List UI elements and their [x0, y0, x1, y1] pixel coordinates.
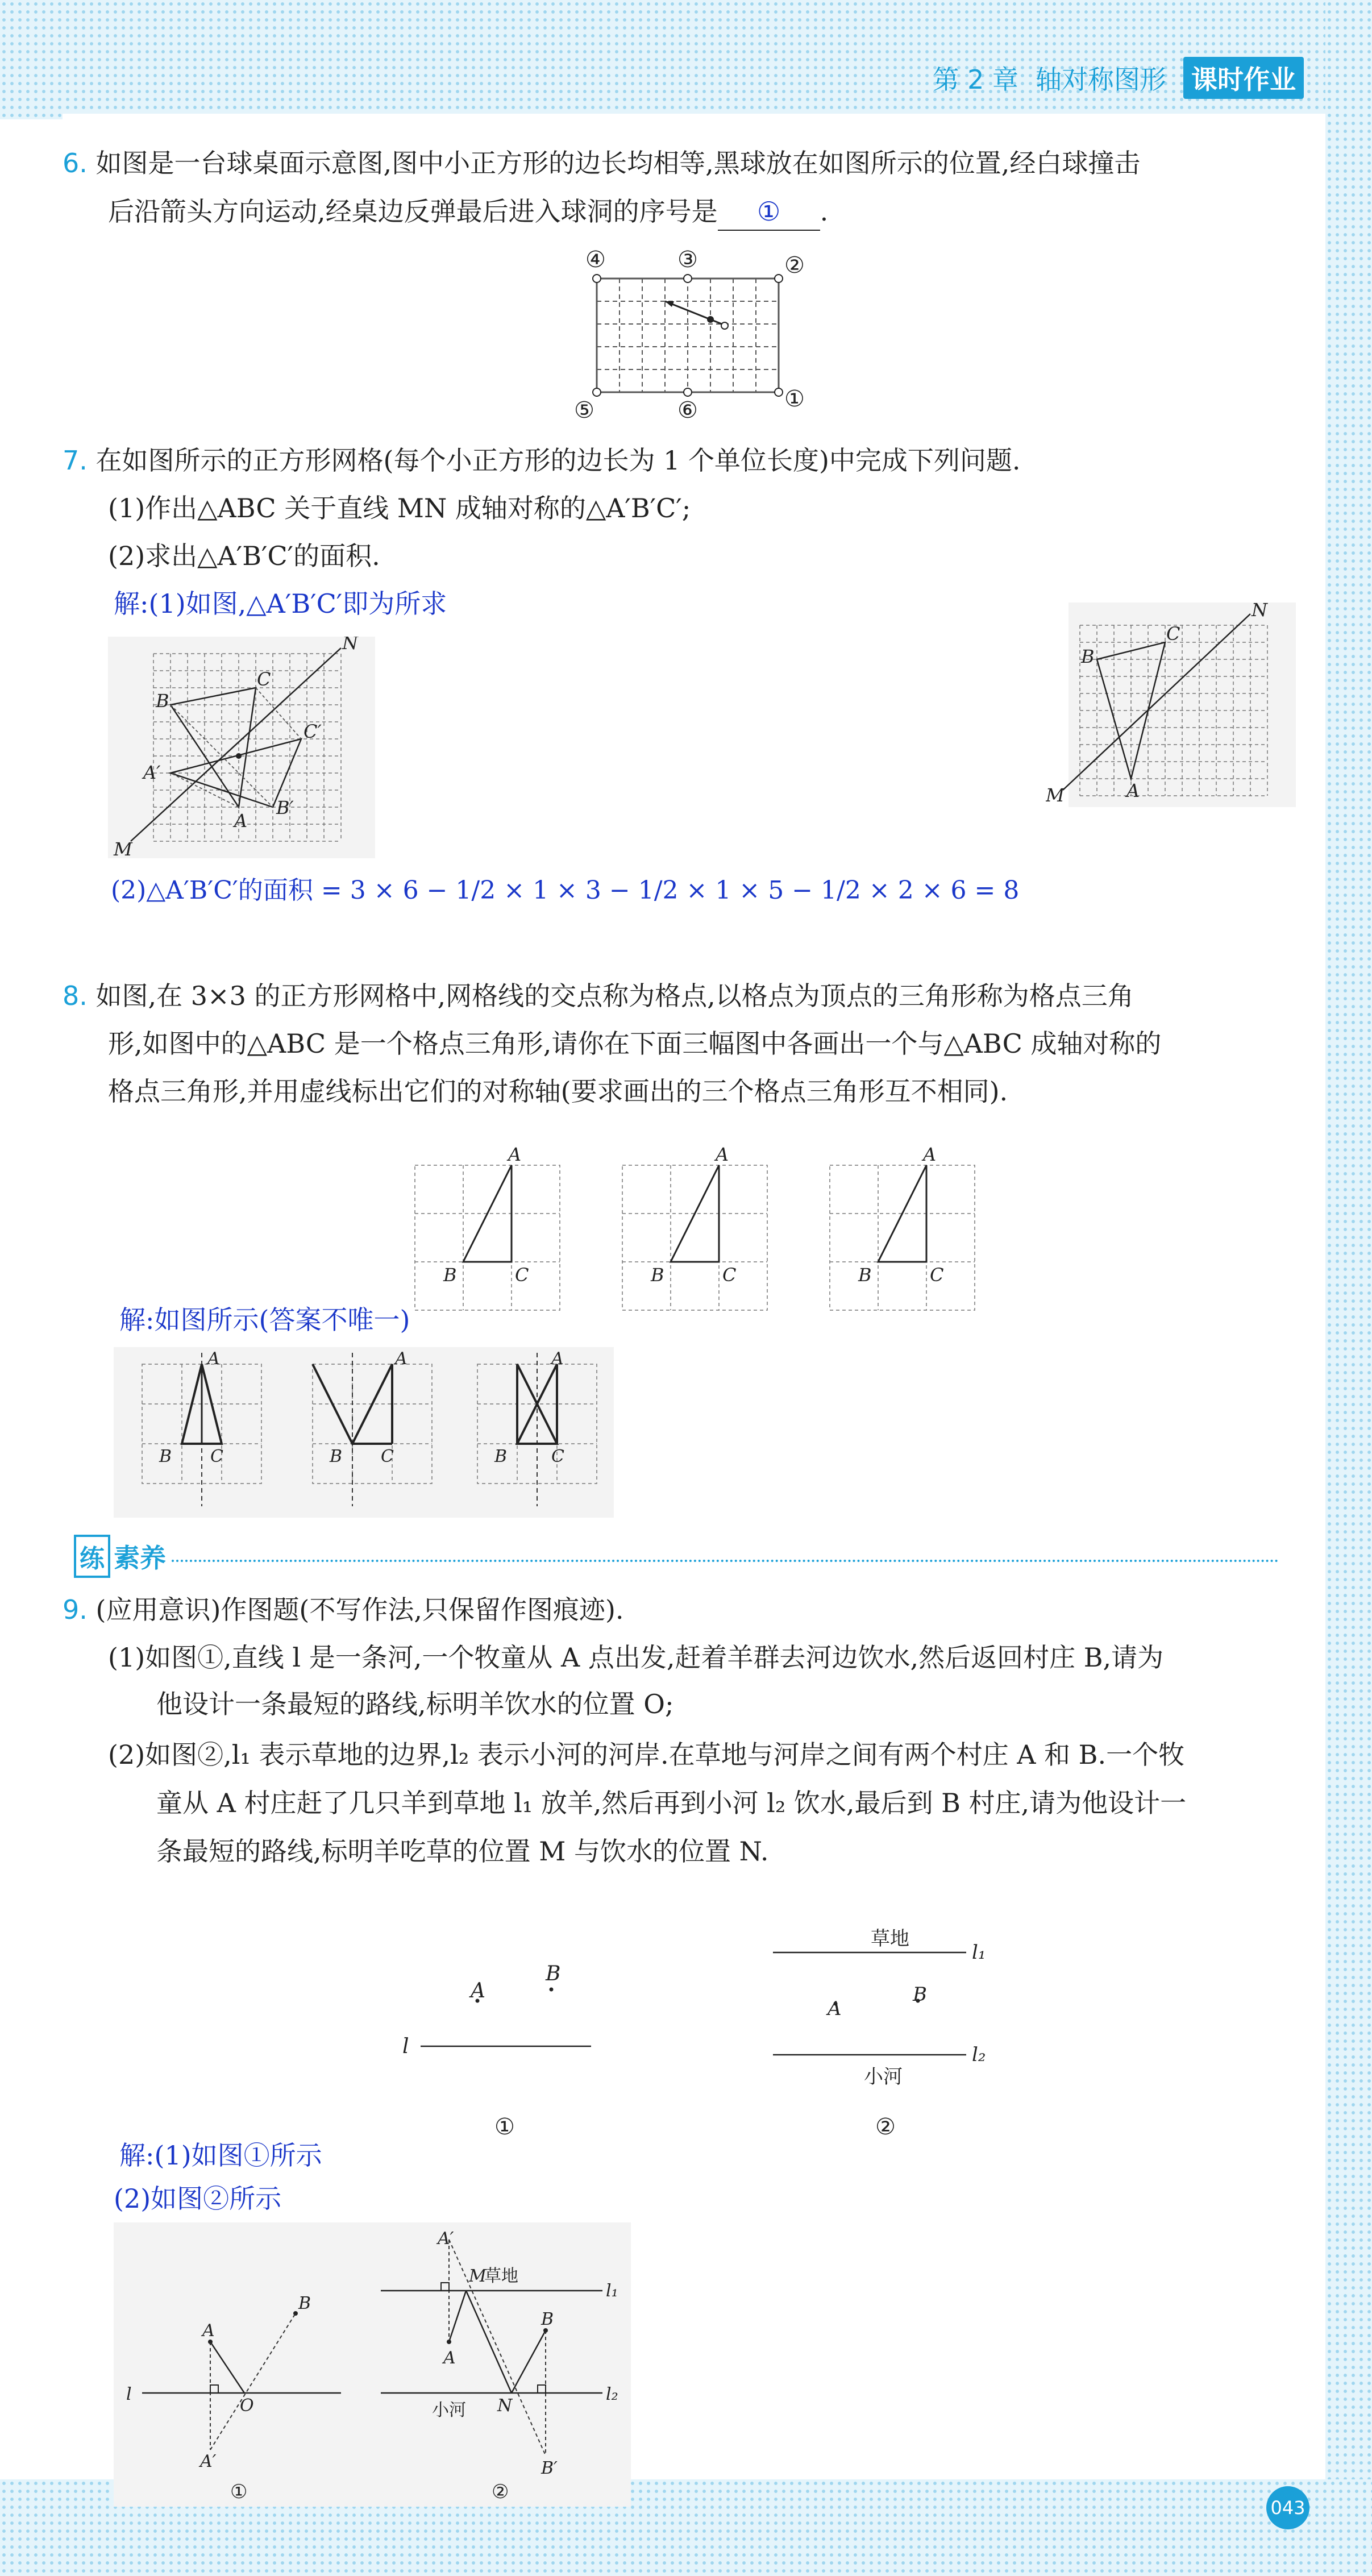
q9-text1: (应用意识)作图题(不写作法,只保留作图痕迹).	[95, 1594, 624, 1625]
hole-3: ③	[677, 247, 698, 273]
label-m: M	[114, 838, 132, 858]
black-ball	[707, 316, 714, 323]
ans2-label-a-prime: A′	[438, 2229, 454, 2249]
fig1-label-a: A	[471, 1979, 485, 2002]
g3-label-b: B	[858, 1264, 872, 1286]
q9-part1b: 他设计一条最短的路线,标明羊饮水的位置 O;	[156, 1689, 674, 1719]
label-b-prime: B′	[276, 797, 294, 818]
g2-label-b: B	[651, 1264, 664, 1286]
ans1-label-o: O	[240, 2396, 254, 2416]
given-label-c: C	[1166, 623, 1180, 645]
q9-part2a: (2)如图②,l₁ 表示草地的边界,l₂ 表示小河的河岸.在草地与河岸之间有两个村庄 A 和 B.一个牧	[108, 1739, 1185, 1770]
q6-number: 6.	[63, 148, 88, 178]
ans1-label-a-prime: A′	[200, 2452, 217, 2471]
q9-part2c: 条最短的路线,标明羊吃草的位置 M 与饮水的位置 N.	[156, 1836, 769, 1867]
q7-solution1: 解:(1)如图,△A′B′C′即为所求	[114, 588, 447, 619]
arrow-head	[665, 301, 674, 307]
q6-line1	[63, 145, 1140, 181]
triangle-abc	[171, 688, 256, 807]
a1-label-c: C	[210, 1447, 223, 1466]
label-n: N	[342, 637, 358, 654]
fig2-label-a: A	[828, 1997, 842, 2020]
fig2-label-b: B	[913, 1983, 927, 2006]
fig2-label-l1: l₁	[972, 1941, 986, 1964]
ans2-grass: 草地	[484, 2266, 518, 2286]
fig1-label-b: B	[546, 1962, 561, 1985]
g1-label-a: A	[508, 1144, 522, 1165]
fig1-caption: ①	[494, 2114, 515, 2140]
q7-answer-figure	[108, 637, 375, 858]
ans2-label-m: M	[469, 2266, 487, 2286]
answer-grid-1	[142, 1349, 261, 1506]
a2-label-a: A	[395, 1349, 408, 1369]
q7-solution2: (2)△A′B′C′的面积 = 3 × 6 − 1/2 × 1 × 3 − 1/2 × 1 × 5 − 1/2 × 2 × 6 = 8	[111, 876, 1020, 905]
q9-part1a: (1)如图①,直线 l 是一条河,一个牧童从 A 点出发,赶着羊群去河边饮水,然后返回村庄 B,请为	[108, 1642, 1164, 1673]
q8-number: 8.	[63, 980, 88, 1011]
q8-line3: 格点三角形,并用虚线标出它们的对称轴(要求画出的三个格点三角形互不相同).	[108, 1076, 1008, 1107]
ans1-caption: ①	[230, 2481, 248, 2503]
hole-6: ⑥	[677, 397, 698, 423]
section-tag: 练	[74, 1535, 110, 1578]
answer-grid-2	[313, 1349, 432, 1506]
given-line-mn	[1063, 614, 1250, 790]
q8-solution: 解:如图所示(答案不唯一)	[119, 1304, 410, 1335]
q6-line2	[108, 193, 828, 231]
fig2-label-l2: l₂	[972, 2043, 986, 2066]
given-label-m: M	[1046, 784, 1065, 806]
ans2-label-l1: l₁	[606, 2281, 618, 2301]
q7-given-figure	[1046, 597, 1296, 807]
ans2-label-a: A	[443, 2348, 456, 2368]
q8-text1: 如图,在 3×3 的正方形网格中,网格线的交点称为格点,以格点为顶点的三角形称为格点三角	[95, 980, 1134, 1011]
a1-label-b: B	[159, 1447, 172, 1466]
answer-grid-3	[477, 1349, 597, 1506]
q8-given-grids	[392, 1142, 1006, 1313]
q9-fig2	[773, 1927, 986, 2140]
ans2-label-b: B	[541, 2309, 554, 2329]
brand-logo: 课时作业	[1183, 57, 1304, 99]
chapter-label: 第 2 章	[933, 64, 1018, 95]
q7-line1	[63, 442, 1021, 479]
section-title: 素养	[114, 1543, 166, 1573]
q9-answer-figures	[114, 2222, 631, 2507]
q9-fig1	[402, 1962, 591, 2140]
label-b: B	[156, 690, 169, 712]
q8-line1	[63, 978, 1134, 1014]
hole-2: ②	[784, 252, 805, 279]
ans1-label-b: B	[298, 2294, 311, 2313]
ans2-label-b-prime: B′	[541, 2458, 558, 2478]
label-c-prime: C′	[303, 721, 322, 742]
a3-label-c: C	[551, 1447, 564, 1466]
q8-line2: 形,如图中的△ABC 是一个格点三角形,请你在下面三幅图中各画出一个与△ABC 成轴对称的	[108, 1028, 1162, 1059]
label-a: A	[234, 810, 248, 832]
g2-label-a: A	[716, 1144, 729, 1165]
given-label-n: N	[1252, 599, 1267, 621]
ans2-river: 小河	[432, 2400, 466, 2420]
q8-grid-2	[622, 1144, 767, 1310]
q8-grid-3	[830, 1144, 975, 1310]
q6-answer-blank: ①	[718, 193, 820, 231]
section-header	[74, 1535, 1279, 1578]
page-header	[933, 57, 1304, 99]
g2-label-c: C	[722, 1264, 737, 1286]
fig2-grass: 草地	[871, 1927, 909, 1950]
g1-label-b: B	[443, 1264, 457, 1286]
q6-billiard-figure	[568, 244, 818, 426]
ans2-caption: ②	[492, 2481, 509, 2503]
q9-answer-fig2	[381, 2229, 618, 2503]
label-c: C	[257, 668, 271, 690]
q6-text2: 后沿箭头方向运动,经桌边反弹最后进入球洞的序号是	[108, 196, 718, 227]
hole-4: ④	[585, 247, 606, 273]
a2-label-b: B	[330, 1447, 343, 1466]
g3-label-a: A	[923, 1144, 937, 1165]
q7-number: 7.	[63, 445, 88, 476]
fig2-caption: ②	[875, 2114, 896, 2140]
ans2-label-n: N	[497, 2396, 513, 2416]
q7-part2: (2)求出△A′B′C′的面积.	[108, 541, 380, 571]
fig2-river: 小河	[864, 2066, 903, 2088]
q6-text2-end: .	[820, 196, 829, 227]
q8-grid-1	[415, 1144, 560, 1310]
q9-answer-fig1	[126, 2294, 341, 2503]
ans1-label-a: A	[202, 2321, 215, 2341]
right-dot-band	[1325, 0, 1372, 2576]
q8-answer-figures	[114, 1347, 614, 1518]
g3-label-c: C	[930, 1264, 944, 1286]
ans2-label-l2: l₂	[606, 2384, 618, 2404]
a3-label-a: A	[551, 1349, 564, 1369]
hole-5: ⑤	[574, 397, 594, 423]
q9-number: 9.	[63, 1594, 88, 1625]
ans1-label-l: l	[126, 2384, 132, 2404]
given-label-a: A	[1126, 780, 1140, 801]
page-number: 043	[1266, 2486, 1309, 2529]
q9-solution1: 解:(1)如图①所示	[119, 2140, 322, 2171]
q9-line1	[63, 1592, 624, 1628]
a1-label-a: A	[207, 1349, 220, 1369]
q7-part1: (1)作出△ABC 关于直线 MN 成轴对称的△A′B′C′;	[108, 493, 691, 523]
label-a-prime: A′	[143, 762, 161, 783]
q9-solution2: (2)如图②所示	[114, 2183, 282, 2214]
section-divider	[172, 1560, 1279, 1562]
q6-text1: 如图是一台球桌面示意图,图中小正方形的边长均相等,黑球放在如图所示的位置,经白球撞击	[95, 148, 1141, 178]
q7-text1: 在如图所示的正方形网格(每个小正方形的边长为 1 个单位长度)中完成下列问题.	[95, 445, 1021, 476]
g1-label-c: C	[515, 1264, 529, 1286]
a3-label-b: B	[494, 1447, 508, 1466]
q9-given-figures	[386, 1921, 1012, 2149]
white-ball	[721, 322, 728, 329]
chapter-title: 轴对称图形	[1036, 64, 1166, 95]
a2-label-c: C	[381, 1447, 394, 1466]
q9-part2b: 童从 A 村庄赶了几只羊到草地 l₁ 放羊,然后再到小河 l₂ 饮水,最后到 B 村庄,请为他设计一	[156, 1788, 1187, 1818]
fig1-label-l: l	[402, 2035, 409, 2058]
hole-1: ①	[784, 386, 805, 412]
given-label-b: B	[1081, 646, 1095, 667]
